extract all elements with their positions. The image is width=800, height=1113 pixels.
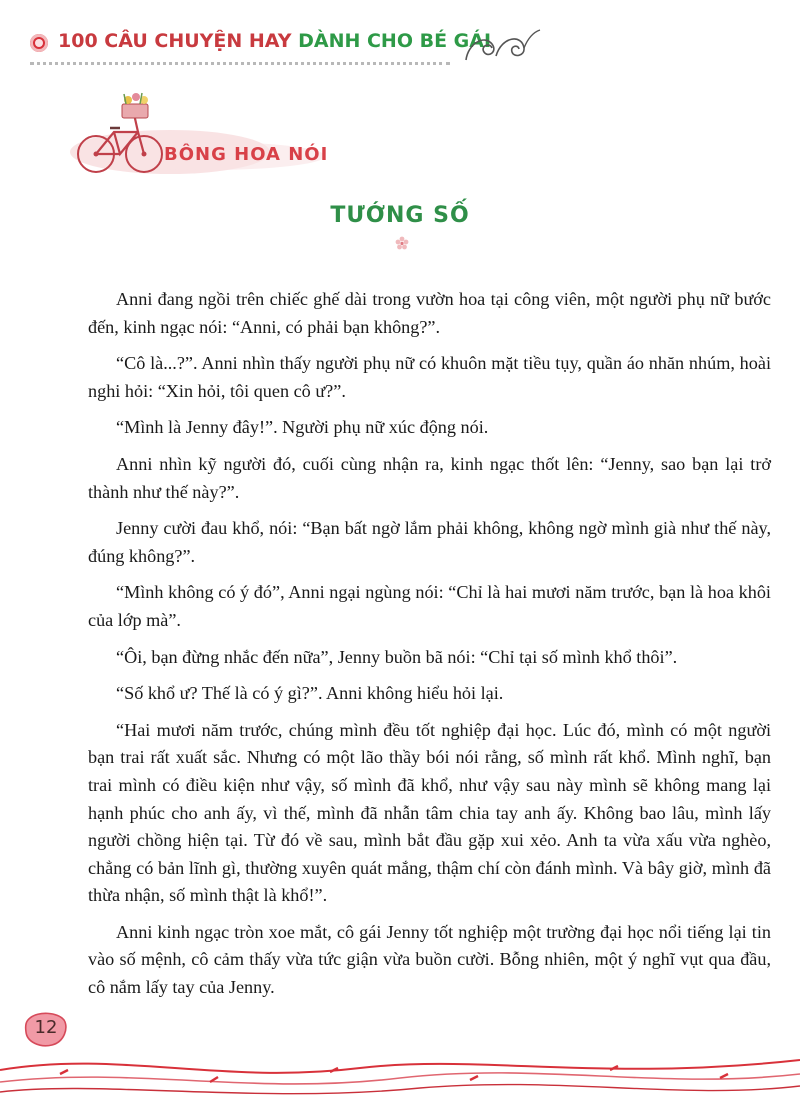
book-title — [58, 30, 491, 52]
paragraph: “Mình không có ý đó”, Anni ngại ngùng nói: “Chỉ là hai mươi năm trước, bạn là hoa khôi của lớp mà”. — [88, 582, 771, 630]
story-body — [88, 286, 771, 1002]
header-dotted-line — [30, 62, 450, 65]
paragraph: “Hai mươi năm trước, chúng mình đều tốt nghiệp đại học. Lúc đó, mình có một người bạn trai rất xuất sắc. Nhưng có một lão thầy bói nói rằng, số mình rất khổ. Mình nghĩ, bạn trai mình có điều kiện như vậy, số mình đã khổ, như vậy sau này mình sẽ không mang lại hạnh phúc cho anh ấy, vì thế, mình đã nhẫn tâm chia tay anh ấy. Không bao lâu, mình lấy người chồng hiện tại. Từ đó về sau, mình bắt đầu gặp xui xẻo. Anh ta vừa xấu vừa nghèo, chẳng có bản lĩnh gì, thường xuyên quát mắng, thậm chí còn đánh mình. Và bây giờ, mình đã thừa nhận, số mình thật là khổ!”. — [88, 719, 771, 906]
paragraph: “Số khổ ư? Thế là có ý gì?”. Anni không hiểu hỏi lại. — [116, 683, 504, 704]
wavy-lines-ornament-icon — [0, 1030, 800, 1113]
story-title: TƯỚNG SỐ — [330, 203, 470, 228]
bullet-icon — [30, 34, 48, 52]
paragraph: “Ôi, bạn đừng nhắc đến nữa”, Jenny buồn bã nói: “Chỉ tại số mình khổ thôi”. — [116, 646, 678, 667]
paragraph: Anni kinh ngạc tròn xoe mắt, cô gái Jenny tốt nghiệp một trường đại học nổi tiếng lại tin vào số mệnh, cô cảm thấy vừa tức giận vừa buồn cười. Bỗng nhiên, một ý nghĩ vụt qua đầu, cô nắm lấy tay của Jenny. — [88, 921, 771, 998]
section-title: BÔNG HOA NÓI — [164, 144, 329, 165]
book-title-part2: DÀNH CHO BÉ GÁI — [298, 30, 492, 52]
paragraph: “Cô là...?”. Anni nhìn thấy người phụ nữ có khuôn mặt tiều tụy, quần áo nhăn nhúm, hoài nghi hỏi: “Xin hỏi, tôi quen cô ư?”. — [88, 353, 771, 401]
page-number: 12 — [34, 1017, 58, 1038]
bicycle-logo-icon — [60, 84, 330, 184]
book-title-part1: 100 CÂU CHUYỆN HAY — [58, 30, 292, 52]
paragraph: “Mình là Jenny đây!”. Người phụ nữ xúc động nói. — [116, 417, 489, 438]
paragraph: Jenny cười đau khổ, nói: “Bạn bất ngờ lắm phải không, không ngờ mình già như thế này, đúng không?”. — [88, 518, 771, 566]
running-header — [30, 26, 770, 76]
paragraph: Anni đang ngồi trên chiếc ghế dài trong vườn hoa tại công viên, một người phụ nữ bước đến, kinh ngạc nói: “Anni, có phải bạn không?”. — [88, 289, 771, 337]
flower-ornament-icon — [395, 236, 409, 250]
swirl-ornament-icon — [462, 26, 542, 66]
paragraph: Anni nhìn kỹ người đó, cuối cùng nhận ra, kinh ngạc thốt lên: “Jenny, sao bạn lại trở thành như thế này?”. — [88, 453, 771, 502]
